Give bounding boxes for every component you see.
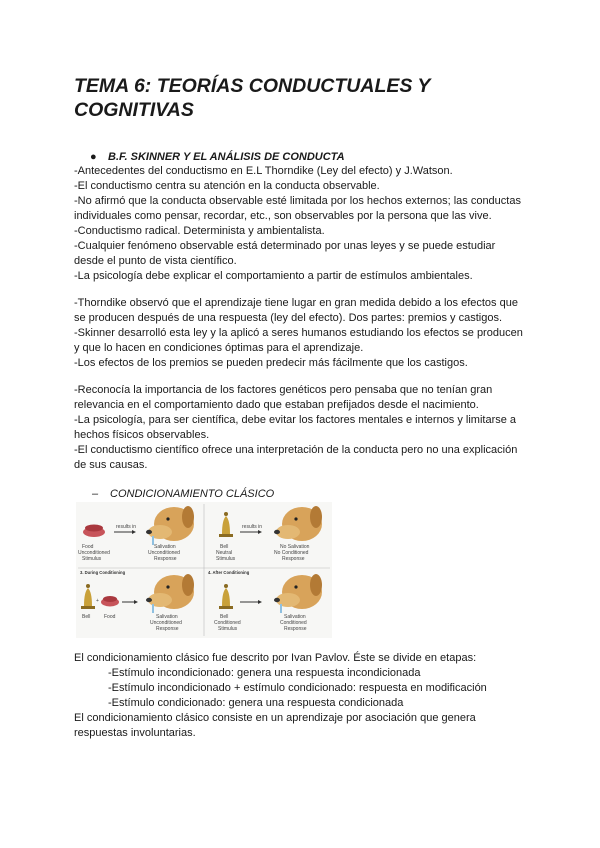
- paragraph-block-3: [74, 383, 534, 473]
- arrow-label: results in: [242, 524, 263, 530]
- figure-label: Bell: [82, 614, 91, 620]
- text-line: -Conductismo radical. Determinista y ambientalista.: [74, 225, 325, 237]
- text-line: El condicionamiento clásico consiste en un aprendizaje por asociación que genera: [74, 712, 476, 724]
- food-icon: [85, 525, 103, 532]
- figure-label: Salivation: [154, 544, 176, 550]
- text-line: -Cualquier fenómeno observable está determinado por unas leyes y se puede estudiar: [74, 240, 496, 252]
- dash-marker: –: [92, 488, 99, 500]
- figure-label: No Conditioned: [274, 550, 309, 556]
- figure-label: Food: [82, 544, 94, 550]
- figure-label: Response: [154, 556, 177, 562]
- food-icon: [103, 596, 117, 602]
- figure-label: Salivation: [156, 614, 178, 620]
- figure-label: No Salivation: [280, 544, 310, 550]
- text-line: -Thorndike observó que el aprendizaje tiene lugar en gran medida debido a los efectos que: [74, 297, 518, 309]
- figure-label: Conditioned: [280, 620, 307, 626]
- list-item: -Estímulo incondicionado: genera una respuesta incondicionada: [108, 667, 421, 679]
- figure-label: Stimulus: [218, 626, 238, 632]
- figure-label: Unconditioned: [78, 550, 110, 556]
- figure-label: Bell: [220, 614, 229, 620]
- panel-header: 4. After Conditioning: [208, 570, 250, 575]
- text-line: -No afirmó que la conducta observable esté limitada por los hechos externos; las conductas: [74, 195, 521, 207]
- figure-label: Unconditioned: [148, 550, 180, 556]
- subheading: [92, 488, 274, 500]
- figure-label: Food: [104, 614, 116, 620]
- text-line: -El conductismo centra su atención en la conducta observable.: [74, 180, 380, 192]
- figure-label: Conditioned: [214, 620, 241, 626]
- paragraph-block-4: [74, 651, 534, 741]
- paragraph-block-2: [74, 296, 534, 371]
- figure-label: Stimulus: [216, 556, 236, 562]
- arrow-label: results in: [116, 524, 137, 530]
- page-title: TEMA 6: TEORÍAS CONDUCTUALES Y COGNITIVAS: [74, 75, 431, 121]
- text-line: -Skinner desarrolló esta ley y la aplicó a seres humanos estudiando los efectos se producen: [74, 327, 523, 339]
- figure-label: Salivation: [284, 614, 306, 620]
- subheading-text: CONDICIONAMIENTO CLÁSICO: [110, 488, 275, 500]
- text-line: desde el punto de vista científico.: [74, 255, 237, 267]
- text-line: se producen después de una respuesta (ley del efecto). Dos partes: premios y castigos.: [74, 312, 503, 324]
- figure-label: Response: [282, 556, 305, 562]
- text-line: de sus causas.: [74, 459, 148, 471]
- text-line: y que lo hacen en condiciones óptimas para el aprendizaje.: [74, 342, 364, 354]
- text-line: hechos físicos observables.: [74, 429, 210, 441]
- figure-label: Response: [156, 626, 179, 632]
- list-item: -Estímulo condicionado: genera una respuesta condicionada: [108, 697, 404, 709]
- text-line: individuales como pensar, recordar, etc., son observables por la persona que las vive.: [74, 210, 492, 222]
- plus-sign: +: [96, 598, 99, 604]
- figure-label: Response: [284, 626, 307, 632]
- figure-label: Neutral: [216, 550, 233, 556]
- text-line: -Reconocía la importancia de los factores genéticos pero pensaba que no tenían gran: [74, 384, 493, 396]
- text-line: -La psicología, para ser científica, debe evitar los factores mentales e internos y limitarse a: [74, 414, 517, 426]
- list-item: -Estímulo incondicionado + estímulo condicionado: respuesta en modificación: [108, 682, 487, 694]
- pavlov-conditioning-figure: [76, 502, 332, 638]
- text-line: -La psicología debe explicar el comportamiento a partir de estímulos ambientales.: [74, 270, 473, 282]
- paragraph-block-1: [74, 164, 534, 284]
- figure-label: Bell: [220, 544, 229, 550]
- text-line: -Los efectos de los premios se pueden predecir más fácilmente que los castigos.: [74, 357, 468, 369]
- panel-header: 3. During Conditioning: [80, 570, 126, 575]
- text-line: -Antecedentes del conductismo en E.L Thorndike (Ley del efecto) y J.Watson.: [74, 165, 453, 177]
- figure-label: Stimulus: [82, 556, 102, 562]
- section-heading: [90, 151, 345, 163]
- figure-label: Unconditioned: [150, 620, 182, 626]
- text-line: respuestas involuntarias.: [74, 727, 196, 739]
- text-line: relevancia en el comportamiento dado que estaban prefijados desde el nacimiento.: [74, 399, 479, 411]
- text-line: -El conductismo científico ofrece una interpretación de la conducta pero no una explicación: [74, 444, 518, 456]
- section-heading-text: B.F. SKINNER Y EL ANÁLISIS DE CONDUCTA: [108, 151, 345, 163]
- bullet-dot: ●: [90, 151, 97, 163]
- text-line: El condicionamiento clásico fue descrito por Ivan Pavlov. Éste se divide en etapas:: [74, 652, 477, 664]
